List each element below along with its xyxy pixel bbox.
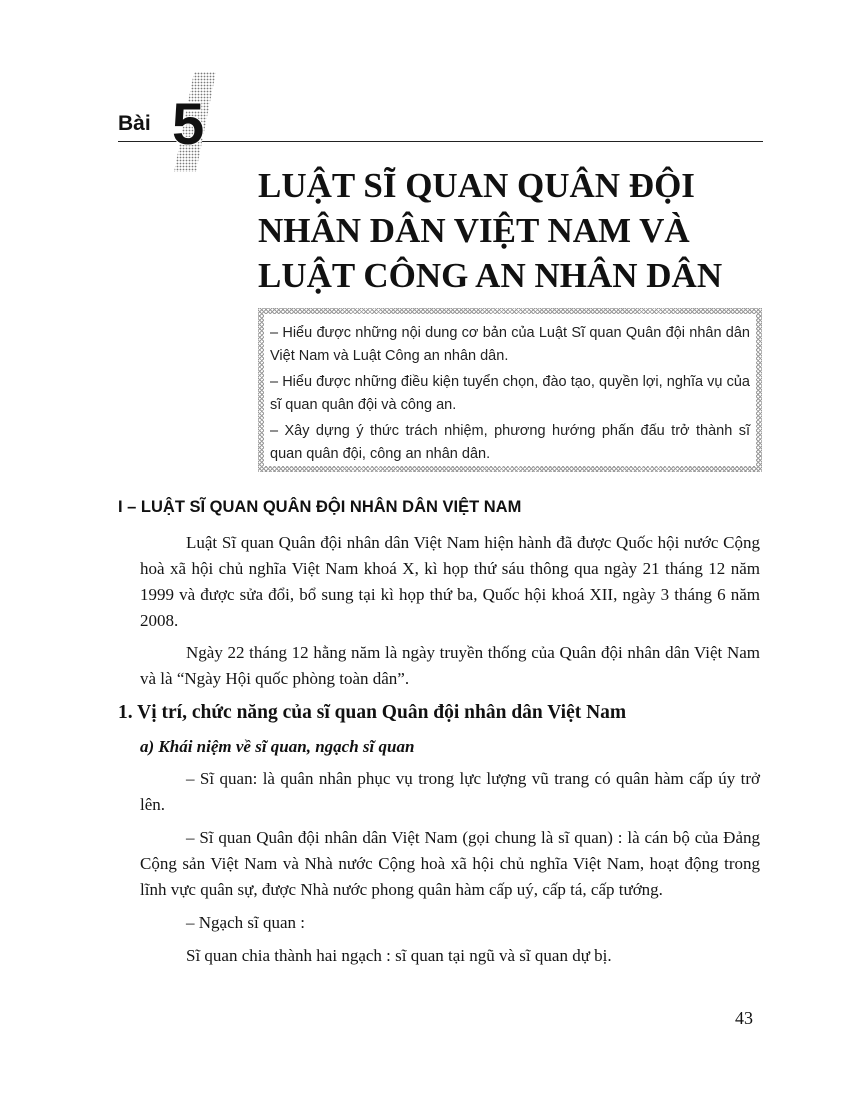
subsection-heading: 1. Vị trí, chức năng của sĩ quan Quân đội nhân dân Việt Nam [118,702,627,723]
title-line-1: LUẬT SĨ QUAN QUÂN ĐỘI [258,166,695,205]
page-number: 43 [735,1008,753,1028]
paragraph: – Sĩ quan Quân đội nhân dân Việt Nam (gọi chung là sĩ quan) : là cán bộ của Đảng Cộng sản Việt Nam và Nhà nước Cộng hoà xã hội chủ nghĩa Việt Nam, hoạt động trong lĩnh vực quân sự, được Nhà nước phong quân hàm cấp uý, cấp tá, cấp tướng. [140,828,760,899]
title-line-3: LUẬT CÔNG AN NHÂN DÂN [258,256,723,295]
lesson-title [258,163,758,298]
title-line-2: NHÂN DÂN VIỆT NAM VÀ [258,211,690,250]
objectives-box [258,308,762,472]
section-heading: I – LUẬT SĨ QUAN QUÂN ĐỘI NHÂN DÂN VIỆT NAM [118,498,522,516]
item-heading: a) Khái niệm về sĩ quan, ngạch sĩ quan [140,737,415,756]
paragraph: – Ngạch sĩ quan : [186,913,305,932]
objective-item: – Hiểu được những điều kiện tuyển chọn, đào tạo, quyền lợi, nghĩa vụ của sĩ quan quân đội và công an. [270,374,750,413]
lesson-label: Bài [118,112,151,135]
paragraph: Sĩ quan chia thành hai ngạch : sĩ quan tại ngũ và sĩ quan dự bị. [186,946,612,965]
objective-item: – Xây dựng ý thức trách nhiệm, phương hướng phấn đấu trở thành sĩ quan quân đội, công an nhân dân. [270,423,750,462]
section-body [140,530,760,692]
lesson-number: 5 [172,92,205,157]
lesson-number-badge [164,72,216,172]
paragraph: Ngày 22 tháng 12 hằng năm là ngày truyền thống của Quân đội nhân dân Việt Nam và là “Ngày Hội quốc phòng toàn dân”. [140,643,760,688]
paragraph: Luật Sĩ quan Quân đội nhân dân Việt Nam hiện hành đã được Quốc hội nước Cộng hoà xã hội chủ nghĩa Việt Nam khoá X, kì họp thứ sáu thông qua ngày 21 tháng 12 năm 1999 và được sửa đổi, bổ sung tại kì họp thứ ba, Quốc hội khoá XII, ngày 3 tháng 6 năm 2008. [140,533,760,630]
subsection-body [140,766,760,969]
objective-item: – Hiểu được những nội dung cơ bản của Luật Sĩ quan Quân đội nhân dân Việt Nam và Luật Công an nhân dân. [270,325,750,364]
paragraph: – Sĩ quan: là quân nhân phục vụ trong lực lượng vũ trang có quân hàm cấp úy trở lên. [140,769,760,814]
